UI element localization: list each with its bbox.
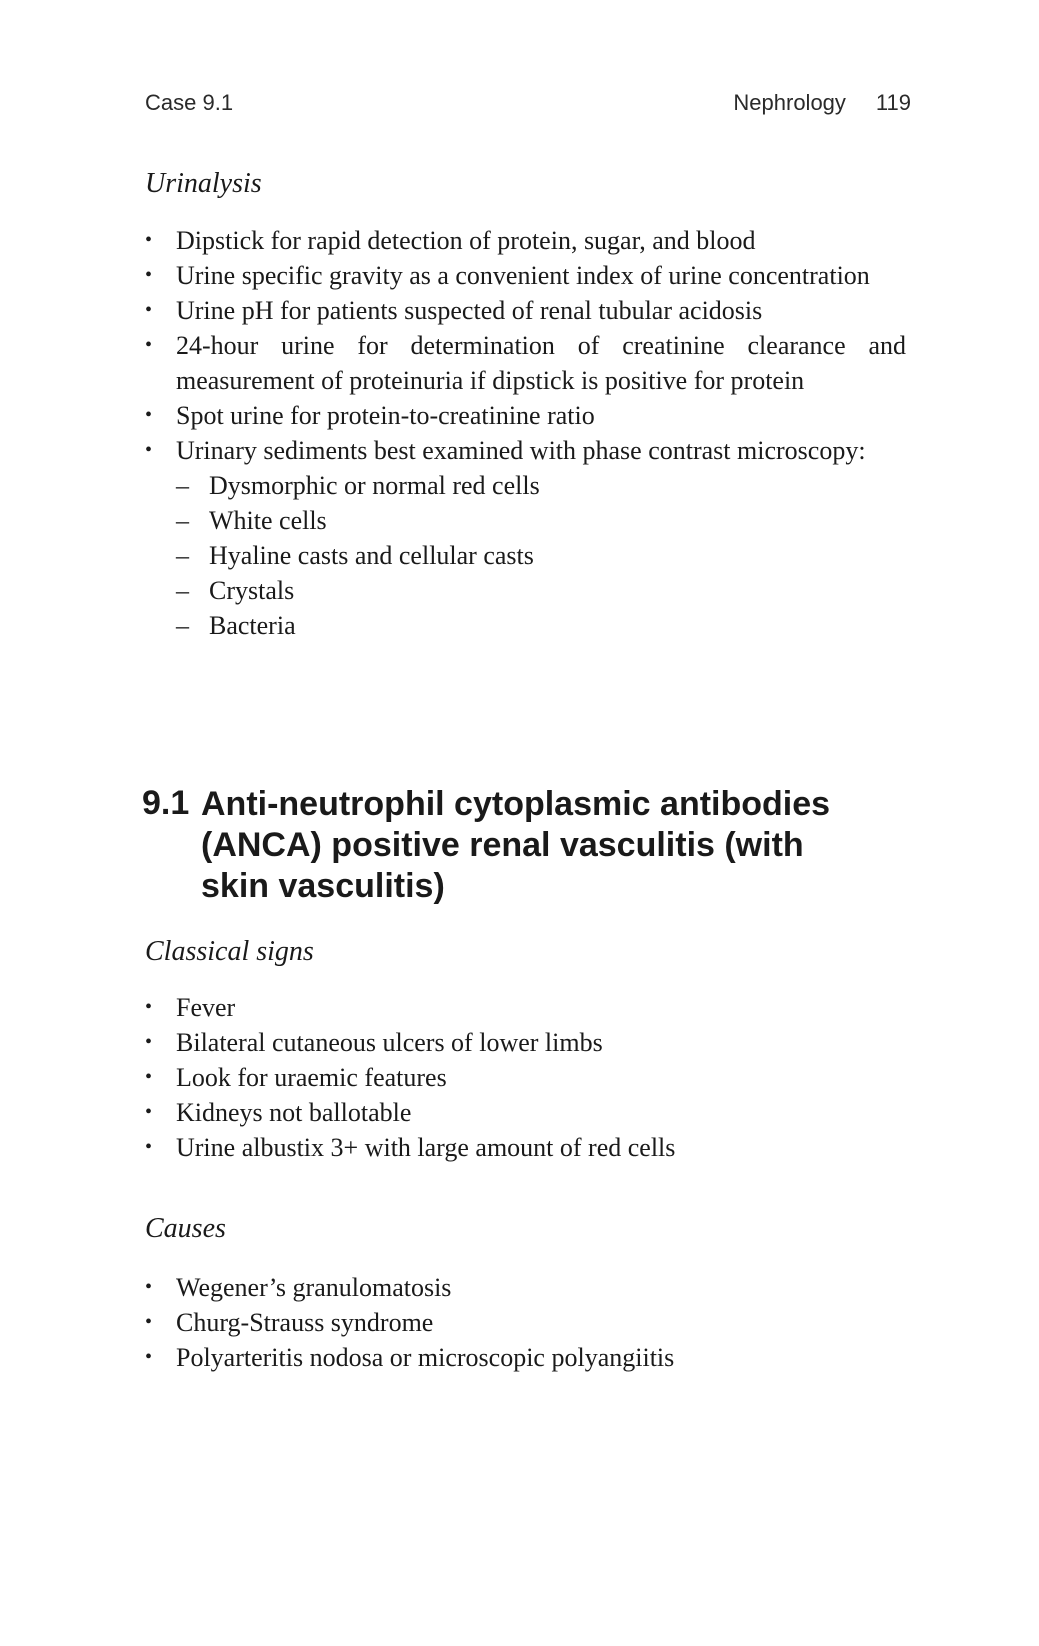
list-item: • Urine pH for patients suspected of renal tubular acidosis <box>145 293 906 328</box>
sublist-item: – Bacteria <box>176 608 906 643</box>
urinalysis-heading: Urinalysis <box>145 168 262 199</box>
sublist-item: – Crystals <box>176 573 906 608</box>
section-title: Anti-neutrophil cytoplasmic antibodies (ANCA) positive renal vasculitis (with skin vasculitis) <box>201 785 831 905</box>
sublist-item: – White cells <box>176 503 906 538</box>
classical-signs-heading: Classical signs <box>145 936 314 967</box>
list-item: • Fever <box>145 990 845 1025</box>
list-item: • Urine specific gravity as a convenient index of urine concentration <box>145 258 906 293</box>
list-item: • Dipstick for rapid detection of protein, sugar, and blood <box>145 223 906 258</box>
list-item: • Polyarteritis nodosa or microscopic polyangiitis <box>145 1340 845 1375</box>
sublist-item: – Hyaline casts and cellular casts <box>176 538 906 573</box>
running-header-case: Case 9.1 <box>145 90 234 115</box>
causes-list <box>145 1270 845 1375</box>
list-item <box>145 433 906 643</box>
list-item: • 24-hour urine for determination of creatinine clearance and measurement of proteinuria if dipstick is positive for protein <box>145 328 906 398</box>
list-item: • Wegener’s granulomatosis <box>145 1270 845 1305</box>
sediment-sublist <box>176 468 906 643</box>
urinalysis-list <box>145 223 906 643</box>
list-item: • Look for uraemic features <box>145 1060 845 1095</box>
page-number: 119 <box>875 90 911 115</box>
list-item: • Bilateral cutaneous ulcers of lower limbs <box>145 1025 845 1060</box>
list-item: • Spot urine for protein-to-creatinine ratio <box>145 398 906 433</box>
list-item: • Kidneys not ballotable <box>145 1095 845 1130</box>
list-item: • Urine albustix 3+ with large amount of red cells <box>145 1130 845 1165</box>
running-header-right <box>733 90 911 116</box>
running-header-section: Nephrology <box>733 90 846 115</box>
causes-heading: Causes <box>145 1213 226 1244</box>
list-item-text: • Urinary sediments best examined with phase contrast microscopy: <box>176 436 866 465</box>
classical-signs-list <box>145 990 845 1165</box>
section-number: 9.1 <box>142 784 190 822</box>
sublist-item: – Dysmorphic or normal red cells <box>176 468 906 503</box>
list-item: • Churg-Strauss syndrome <box>145 1305 845 1340</box>
